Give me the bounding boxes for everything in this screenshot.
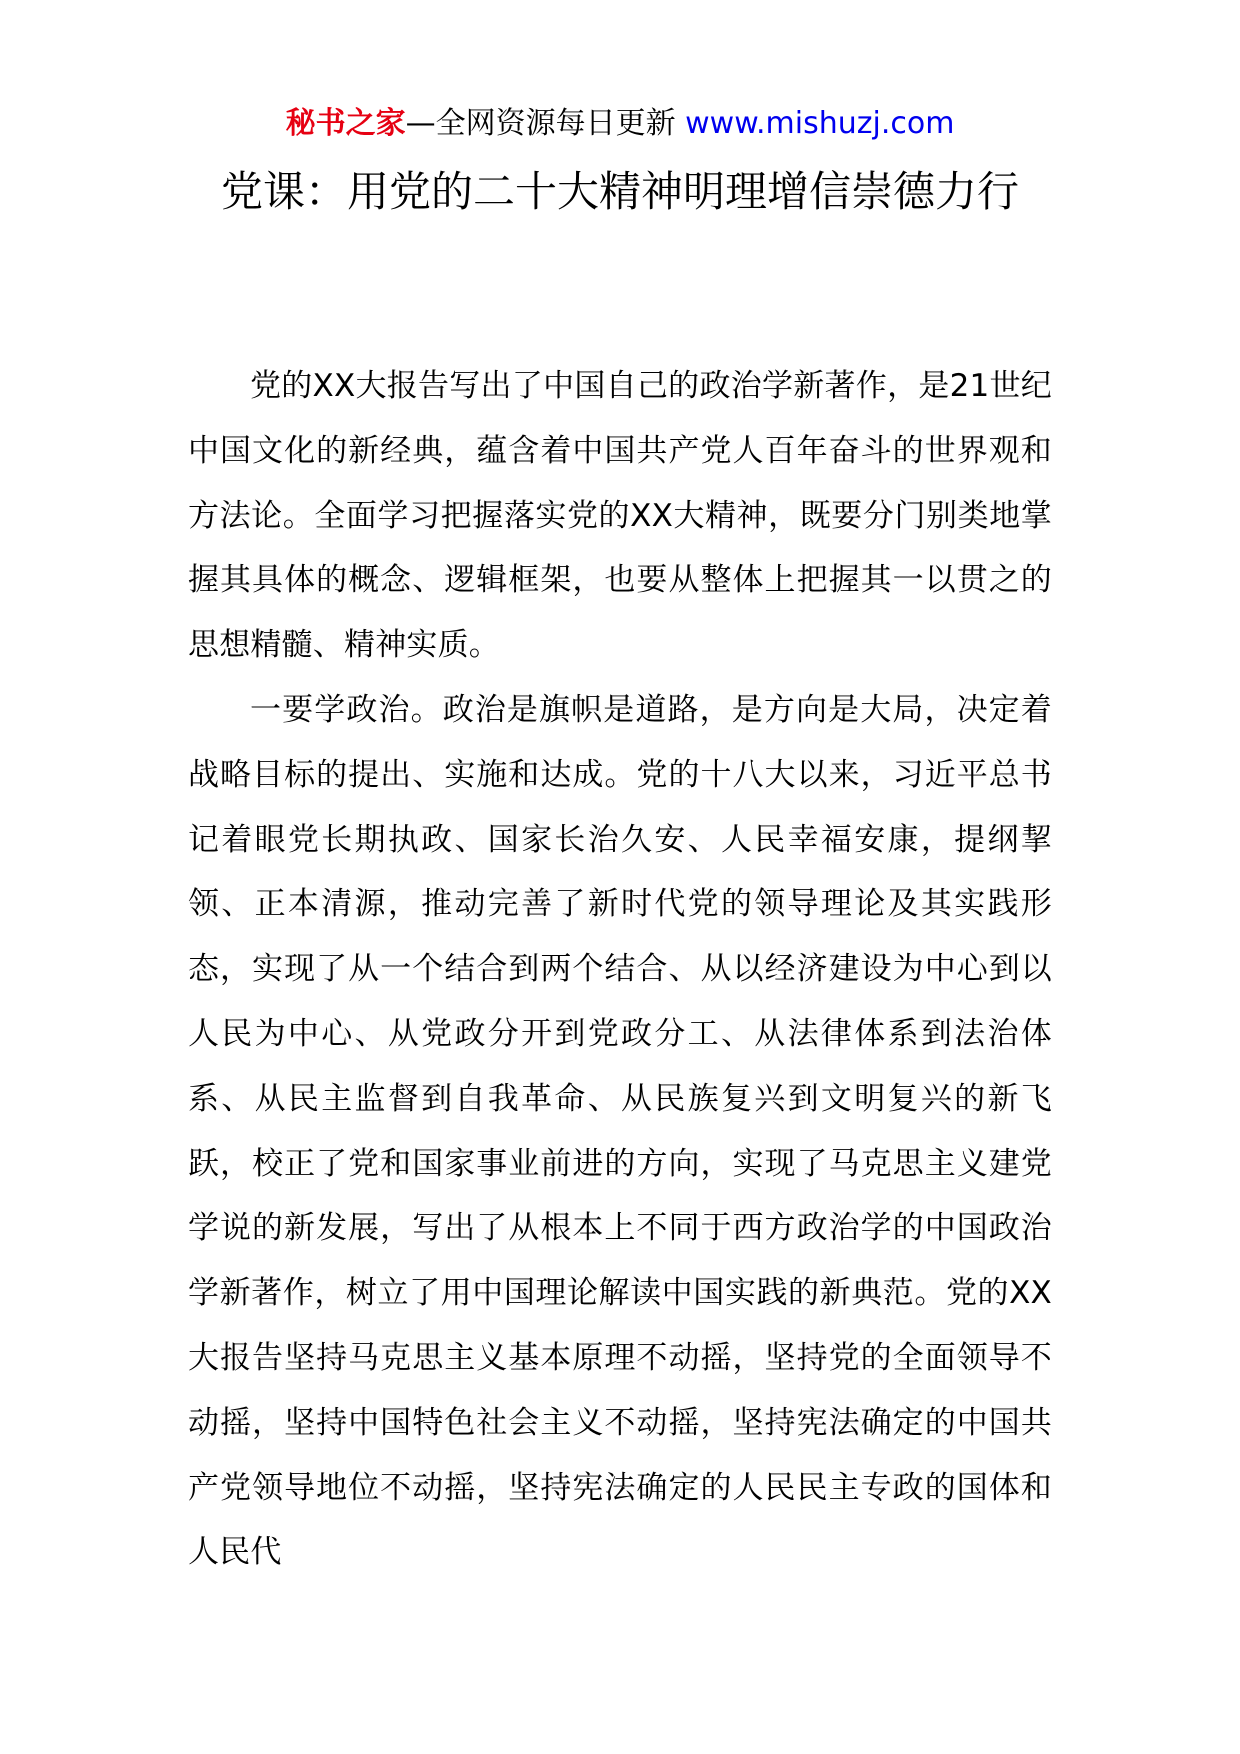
paragraph-intro: 党的XX大报告写出了中国自己的政治学新著作，是21世纪中国文化的新经典，蕴含着中国共产党人百年奋斗的世界观和方法论。全面学习把握落实党的XX大精神，既要分门别类地掌握其具体的概念、逻辑框架，也要从整体上把握其一以贯之的思想精髓、精神实质。 bbox=[188, 368, 1052, 664]
site-url-link[interactable]: www.mishuzj.com bbox=[685, 106, 955, 141]
document-body bbox=[188, 354, 1052, 1585]
brand-name: 秘书之家 bbox=[285, 106, 406, 141]
document-title: 党课：用党的二十大精神明理增信崇德力行 bbox=[220, 167, 1019, 216]
paragraph-politics: 一要学政治。政治是旗帜是道路，是方向是大局，决定着战略目标的提出、实施和达成。党的十八大以来，习近平总书记着眼党长期执政、国家长治久安、人民幸福安康，提纲挈领、正本清源，推动完善了新时代党的领导理论及其实践形态，实现了从一个结合到两个结合、从以经济建设为中心到以人民为中心、从党政分开到党政分工、从法律体系到法治体系、从民主监督到自我革命、从民族复兴到文明复兴的新飞跃，校正了党和国家事业前进的方向，实现了马克思主义建党学说的新发展，写出了从根本上不同于西方政治学的中国政治学新著作，树立了用中国理论解读中国实践的新典范。党的XX大报告坚持马克思主义基本原理不动摇，坚持党的全面领导不动摇，坚持中国特色社会主义不动摇，坚持宪法确定的中国共产党领导地位不动摇，坚持宪法确定的人民民主专政的国体和人民代 bbox=[188, 691, 1052, 1571]
site-header bbox=[0, 100, 1240, 148]
header-tagline: —全网资源每日更新 bbox=[405, 106, 686, 141]
